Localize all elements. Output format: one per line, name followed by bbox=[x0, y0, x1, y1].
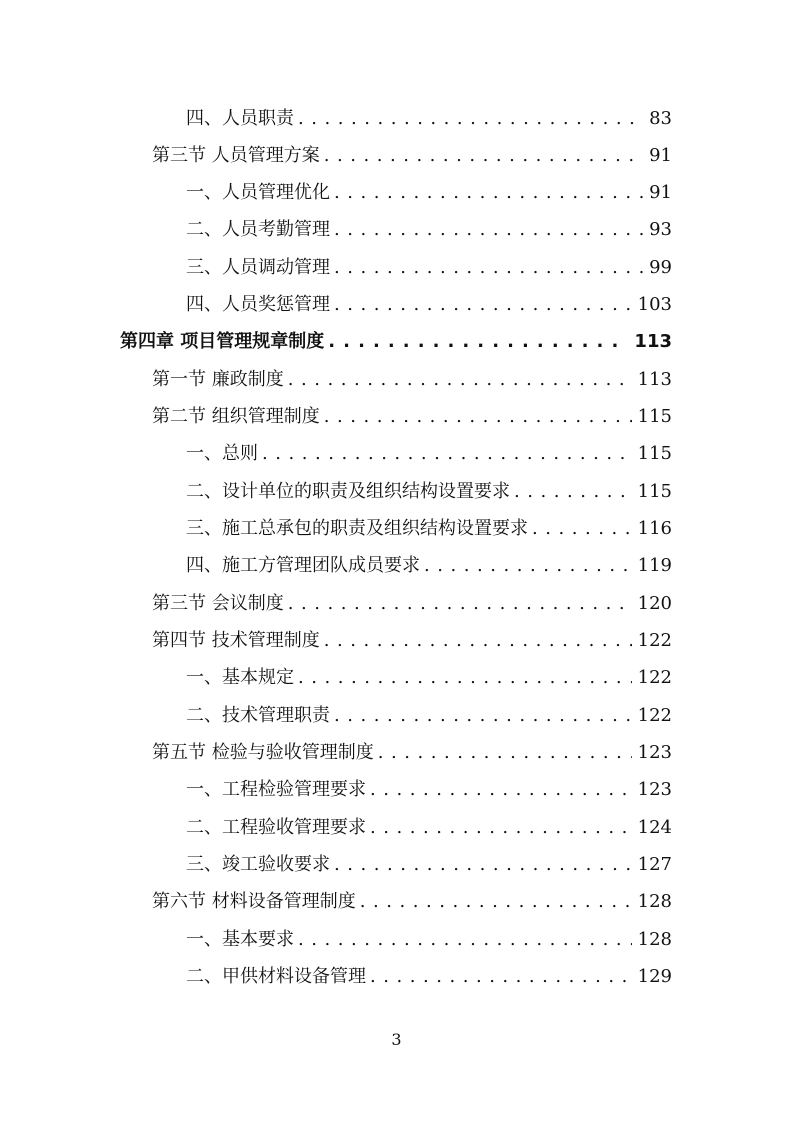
toc-entry-page: 119 bbox=[637, 555, 672, 576]
toc-entry-label: 一、总则 bbox=[186, 443, 258, 464]
toc-entry-page: 123 bbox=[637, 779, 672, 800]
toc-entry-page: 113 bbox=[637, 369, 672, 390]
toc-entry-label: 二、技术管理职责 bbox=[186, 705, 330, 726]
dot-leader bbox=[370, 813, 632, 843]
toc-entry[interactable] bbox=[186, 775, 672, 805]
dot-leader bbox=[532, 514, 632, 544]
dot-leader bbox=[262, 439, 632, 469]
toc-entry-page: 83 bbox=[649, 108, 672, 129]
dot-leader bbox=[424, 551, 632, 581]
dot-leader bbox=[288, 589, 632, 619]
toc-entry[interactable] bbox=[186, 439, 672, 469]
toc-entry[interactable] bbox=[152, 626, 672, 656]
toc-entry-page: 122 bbox=[637, 667, 672, 688]
toc-entry-page: 128 bbox=[637, 891, 672, 912]
toc-entry-page: 120 bbox=[637, 593, 672, 614]
toc-entry-label: 四、施工方管理团队成员要求 bbox=[186, 555, 420, 576]
toc-entry-label: 一、基本规定 bbox=[186, 667, 294, 688]
toc-entry-label: 二、设计单位的职责及组织结构设置要求 bbox=[186, 481, 510, 502]
toc-entry-label: 四、人员职责 bbox=[186, 108, 294, 129]
toc-entry-label: 第三节 会议制度 bbox=[152, 593, 284, 614]
dot-leader bbox=[288, 365, 632, 395]
toc-entry-page: 93 bbox=[649, 219, 672, 240]
dot-leader bbox=[378, 738, 632, 768]
toc-entry[interactable] bbox=[152, 402, 672, 432]
toc-entry[interactable] bbox=[152, 589, 672, 619]
dot-leader bbox=[334, 850, 632, 880]
toc-entry-label: 第五节 检验与验收管理制度 bbox=[152, 742, 374, 763]
toc-entry-page: 113 bbox=[634, 331, 672, 352]
toc-entry-label: 三、竣工验收要求 bbox=[186, 854, 330, 875]
dot-leader bbox=[298, 663, 632, 693]
dot-leader bbox=[334, 215, 643, 245]
toc-entry-label: 第四章 项目管理规章制度 bbox=[120, 331, 325, 352]
toc-entry-label: 第三节 人员管理方案 bbox=[152, 145, 320, 166]
toc-entry[interactable] bbox=[186, 215, 672, 245]
toc-entry-page: 123 bbox=[637, 742, 672, 763]
toc-entry-page: 127 bbox=[637, 854, 672, 875]
dot-leader bbox=[334, 290, 632, 320]
toc-entry[interactable] bbox=[186, 925, 672, 955]
toc-entry[interactable] bbox=[186, 813, 672, 843]
toc-entry[interactable] bbox=[186, 850, 672, 880]
toc-entry-page: 122 bbox=[637, 630, 672, 651]
toc-entry[interactable] bbox=[186, 253, 672, 283]
dot-leader bbox=[298, 104, 643, 134]
toc-entry[interactable] bbox=[186, 701, 672, 731]
toc-entry-page: 103 bbox=[637, 294, 672, 315]
dot-leader bbox=[324, 141, 643, 171]
toc-entry-label: 第一节 廉政制度 bbox=[152, 369, 284, 390]
toc-entry[interactable] bbox=[186, 104, 672, 134]
toc-entry[interactable] bbox=[186, 178, 672, 208]
toc-entry-label: 四、人员奖惩管理 bbox=[186, 294, 330, 315]
dot-leader bbox=[370, 962, 632, 992]
page-number-footer: 3 bbox=[391, 1030, 402, 1049]
toc-entry[interactable] bbox=[186, 551, 672, 581]
toc-entry[interactable] bbox=[186, 477, 672, 507]
toc-entry-label: 二、人员考勤管理 bbox=[186, 219, 330, 240]
toc-entry-label: 第四节 技术管理制度 bbox=[152, 630, 320, 651]
dot-leader bbox=[334, 178, 643, 208]
toc-chapter-entry[interactable] bbox=[120, 327, 672, 357]
toc-entry-page: 91 bbox=[649, 182, 672, 203]
toc-entry-page: 122 bbox=[637, 705, 672, 726]
toc-entry-page: 115 bbox=[637, 443, 672, 464]
toc-entry-page: 99 bbox=[649, 257, 672, 278]
dot-leader bbox=[328, 327, 628, 357]
toc-entry[interactable] bbox=[186, 663, 672, 693]
toc-entry-label: 三、人员调动管理 bbox=[186, 257, 330, 278]
toc-entry-label: 一、基本要求 bbox=[186, 929, 294, 950]
toc-entry[interactable] bbox=[186, 962, 672, 992]
toc-entry[interactable] bbox=[186, 514, 672, 544]
toc-entry[interactable] bbox=[186, 290, 672, 320]
toc-entry-label: 一、工程检验管理要求 bbox=[186, 779, 366, 800]
toc-entry-label: 二、工程验收管理要求 bbox=[186, 817, 366, 838]
dot-leader bbox=[334, 701, 632, 731]
toc-entry-label: 三、施工总承包的职责及组织结构设置要求 bbox=[186, 518, 528, 539]
toc-entry-page: 124 bbox=[637, 817, 672, 838]
dot-leader bbox=[360, 887, 632, 917]
dot-leader bbox=[370, 775, 632, 805]
toc-entry-page: 116 bbox=[637, 518, 672, 539]
toc-entry-page: 91 bbox=[649, 145, 672, 166]
toc-entry[interactable] bbox=[152, 887, 672, 917]
dot-leader bbox=[514, 477, 632, 507]
dot-leader bbox=[324, 626, 632, 656]
toc-entry[interactable] bbox=[152, 365, 672, 395]
toc-entry-label: 二、甲供材料设备管理 bbox=[186, 966, 366, 987]
toc-entry[interactable] bbox=[152, 738, 672, 768]
toc-entry-page: 115 bbox=[637, 481, 672, 502]
dot-leader bbox=[334, 253, 643, 283]
toc-entry[interactable] bbox=[152, 141, 672, 171]
dot-leader bbox=[298, 925, 632, 955]
toc-entry-label: 第六节 材料设备管理制度 bbox=[152, 891, 356, 912]
toc-entry-page: 128 bbox=[637, 929, 672, 950]
dot-leader bbox=[324, 402, 632, 432]
toc-entry-label: 一、人员管理优化 bbox=[186, 182, 330, 203]
toc-entry-page: 129 bbox=[637, 966, 672, 987]
toc-entry-label: 第二节 组织管理制度 bbox=[152, 406, 320, 427]
toc-entry-page: 115 bbox=[637, 406, 672, 427]
